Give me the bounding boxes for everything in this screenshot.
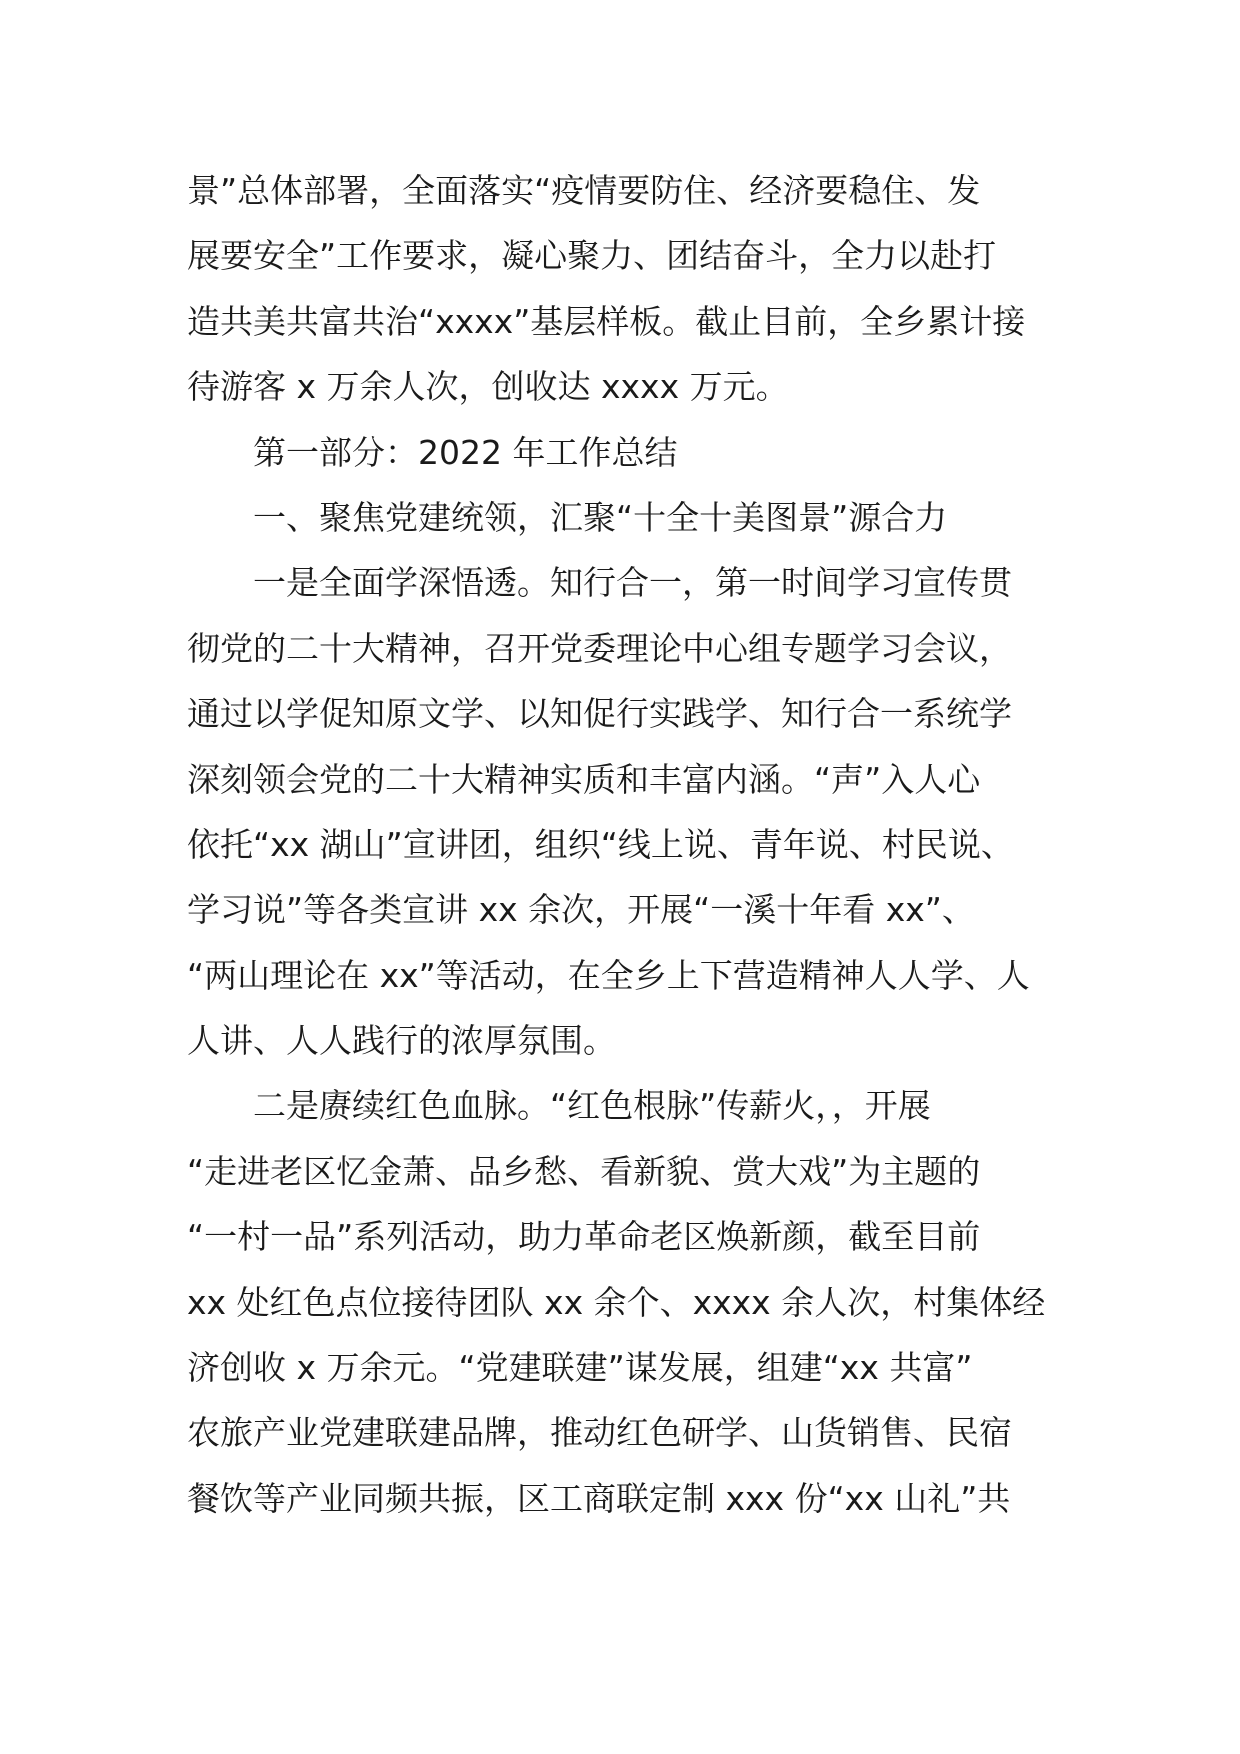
paragraph-first-line: 二是赓续红色血脉。“红色根脉”传薪火，，开展 (253, 1086, 931, 1126)
text-line: 展要安全”工作要求，凝心聚力、团结奋斗，全力以赴打 (187, 236, 997, 276)
text-line: 通过以学促知原文学、以知促行实践学、知行合一系统学 (187, 694, 1012, 734)
paragraph-first-line: 一是全面学深悟透。知行合一，第一时间学习宣传贯 (253, 563, 1012, 603)
text-line: 济创收 x 万余元。“党建联建”谋发展，组建“xx 共富” (187, 1348, 973, 1388)
text-line: 深刻领会党的二十大精神实质和丰富内涵。“声”入人心 (187, 759, 981, 799)
text-line: 农旅产业党建联建品牌，推动红色研学、山货销售、民宿 (187, 1413, 1012, 1453)
part-heading: 第一部分：2022 年工作总结 (253, 432, 678, 472)
text-line: “一村一品”系列活动，助力革命老区焕新颜，截至目前 (187, 1217, 981, 1257)
text-line: 学习说”等各类宣讲 xx 余次，开展“一溪十年看 xx”、 (187, 890, 975, 930)
text-line: 待游客 x 万余人次，创收达 xxxx 万元。 (187, 367, 789, 407)
text-line: 人讲、人人践行的浓厚氛围。 (187, 1021, 616, 1061)
text-line: “走进老区忆金萧、品乡愁、看新貌、赏大戏”为主题的 (187, 1151, 981, 1191)
text-line: 景”总体部署，全面落实“疫情要防住、经济要稳住、发 (187, 171, 981, 210)
text-line: 依托“xx 湖山”宣讲团，组织“线上说、青年说、村民说、 (187, 824, 1014, 864)
text-line: xx 处红色点位接待团队 xx 余个、xxxx 余人次，村集体经 (187, 1282, 1046, 1322)
text-line: 餐饮等产业同频共振，区工商联定制 xxx 份“xx 山礼”共 (187, 1478, 1011, 1518)
text-line: “两山理论在 xx”等活动，在全乡上下营造精神人人学、人 (187, 955, 1030, 995)
text-line: 彻党的二十大精神，召开党委理论中心组专题学习会议， (187, 628, 1012, 668)
section-heading: 一、聚焦党建统领，汇聚“十全十美图景”源合力 (253, 497, 948, 537)
document-body (187, 158, 1067, 1531)
text-line: 造共美共富共治“xxxx”基层样板。截止目前，全乡累计接 (187, 301, 1026, 341)
